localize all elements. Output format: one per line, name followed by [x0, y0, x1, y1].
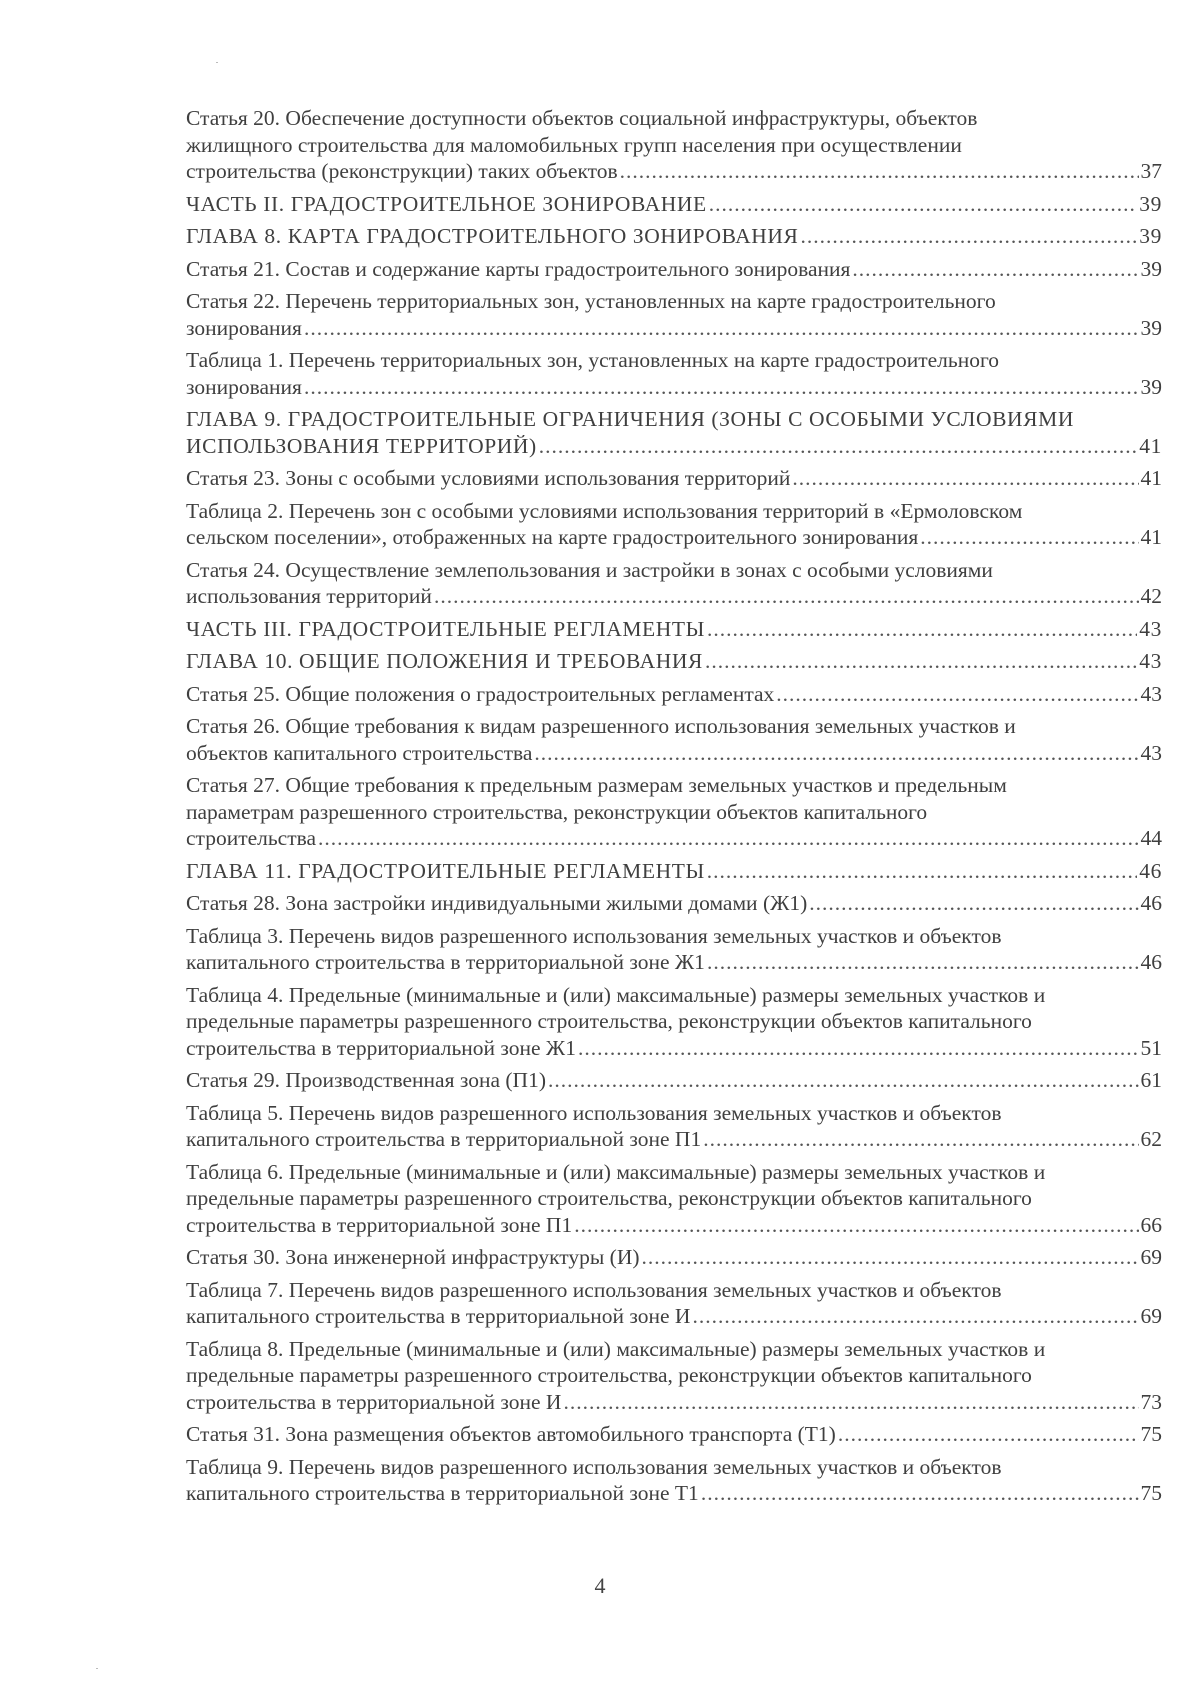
toc-page-number: 69: [1140, 1304, 1162, 1328]
toc-entry-text-line: Статья 22. Перечень территориальных зон, установленных на карте градостроительного: [186, 289, 996, 313]
toc-entry-text-line: строительства: [186, 826, 317, 850]
toc-entry[interactable]: [186, 191, 1162, 218]
toc-page-number: 75: [1140, 1481, 1162, 1505]
toc-entry-text-line: Таблица 8. Предельные (минимальные и (или) максимальные) размеры земельных участков и: [186, 1336, 1046, 1361]
toc-entry[interactable]: [186, 1100, 1162, 1153]
toc-entry-text-line: предельные параметры разрешенного строительства, реконструкции объектов капитального: [186, 1363, 1032, 1387]
dot-leader: [318, 825, 1138, 852]
toc-page-number: 39: [1140, 315, 1162, 340]
toc-page-number: 42: [1140, 584, 1162, 608]
dot-leader: [578, 1035, 1139, 1062]
toc-page-number: 39: [1140, 374, 1162, 399]
dot-leader: [852, 256, 1138, 283]
toc-entry-text-line: ГЛАВА 8. КАРТА ГРАДОСТРОИТЕЛЬНОГО ЗОНИРОВАНИЯ: [186, 224, 799, 248]
toc-entry-text-line: предельные параметры разрешенного строительства, реконструкции объектов капитального: [186, 1009, 1032, 1033]
dot-leader: [434, 583, 1139, 610]
toc-entry-last-line: [186, 223, 1162, 250]
dot-leader: [707, 616, 1137, 643]
toc-entry-last-line: [186, 616, 1162, 643]
toc-page-number: 37: [1140, 159, 1162, 183]
toc-entry[interactable]: [186, 1159, 1162, 1239]
toc-entry[interactable]: [186, 890, 1162, 917]
toc-entry-last-line: [186, 681, 1162, 708]
toc-entry-text-line: капитального строительства в территориальной зоне Ж1: [186, 950, 705, 974]
toc-page-number: 62: [1140, 1127, 1162, 1151]
toc-entry-last-line: [186, 465, 1162, 492]
dot-leader: [620, 158, 1139, 185]
toc-entry-last-line: [186, 315, 1162, 342]
toc-page-number: 51: [1140, 1035, 1162, 1060]
toc-page-number: 46: [1139, 858, 1162, 883]
dot-leader: [701, 1480, 1139, 1507]
toc-entry-last-line: [186, 583, 1162, 610]
toc-page-number: 69: [1140, 1245, 1162, 1269]
toc-entry-text-line: Таблица 1. Перечень территориальных зон, установленных на карте градостроительного: [186, 348, 999, 372]
toc-page-number: 43: [1140, 681, 1162, 706]
dot-leader: [642, 1244, 1139, 1271]
toc-entry-text-line: Статья 30. Зона инженерной инфраструктуры (И): [186, 1245, 640, 1269]
dot-leader: [707, 949, 1139, 976]
toc-entry-text-line: Статья 26. Общие требования к видам разрешенного использования земельных участков и: [186, 714, 1016, 738]
toc-entry-text-line: Статья 20. Обеспечение доступности объектов социальной инфраструктуры, объектов: [186, 106, 978, 130]
dot-leader: [703, 1126, 1138, 1153]
scan-speck: [216, 62, 218, 63]
toc-entry[interactable]: [186, 223, 1162, 250]
toc-entry-last-line: [186, 1389, 1162, 1416]
toc-page-number: 44: [1140, 826, 1162, 850]
toc-entry[interactable]: [186, 982, 1162, 1062]
toc-entry-text-line: Таблица 4. Предельные (минимальные и (или) максимальные) размеры земельных участков и: [186, 982, 1046, 1007]
toc-entry-last-line: [186, 949, 1162, 976]
toc-entry-text-line: капитального строительства в территориальной зоне П1: [186, 1127, 702, 1151]
dot-leader: [705, 648, 1137, 675]
toc-entry[interactable]: [186, 406, 1162, 459]
toc-entry[interactable]: [186, 1067, 1162, 1094]
toc-entry-text-line: сельском поселении», отображенных на карте градостроительного зонирования: [186, 525, 919, 549]
dot-leader: [920, 524, 1138, 551]
toc-entry-text-line: зонирования: [186, 315, 302, 340]
toc-entry-last-line: [186, 1244, 1162, 1271]
toc-entry-text-line: Статья 25. Общие положения о градостроительных регламентах: [186, 681, 775, 706]
toc-entry-text-line: зонирования: [186, 374, 302, 399]
toc-entry-text-line: Статья 28. Зона застройки индивидуальными жилыми домами (Ж1): [186, 891, 808, 915]
toc-entry-text-line: Таблица 9. Перечень видов разрешенного использования земельных участков и объектов: [186, 1454, 1002, 1479]
toc-entry[interactable]: [186, 256, 1162, 283]
table-of-contents: [186, 105, 1162, 1513]
toc-entry[interactable]: [186, 288, 1162, 341]
toc-entry-last-line: [186, 191, 1162, 218]
toc-entry-last-line: [186, 740, 1162, 767]
toc-entry-text-line: Таблица 3. Перечень видов разрешенного использования земельных участков и объектов: [186, 923, 1002, 948]
toc-entry-last-line: [186, 648, 1162, 675]
toc-entry[interactable]: [186, 1454, 1162, 1507]
toc-entry-last-line: [186, 256, 1162, 283]
toc-entry-last-line: [186, 374, 1162, 401]
toc-page-number: 46: [1140, 891, 1162, 915]
toc-entry-text-line: ГЛАВА 10. ОБЩИЕ ПОЛОЖЕНИЯ И ТРЕБОВАНИЯ: [186, 649, 703, 673]
toc-page-number: 66: [1140, 1212, 1162, 1237]
toc-entry[interactable]: [186, 1421, 1162, 1448]
toc-entry[interactable]: [186, 858, 1162, 885]
toc-page-number: 39: [1140, 256, 1162, 281]
dot-leader: [776, 681, 1138, 708]
toc-entry[interactable]: [186, 648, 1162, 675]
toc-entry-last-line: [186, 890, 1162, 917]
toc-entry-text-line: Статья 23. Зоны с особыми условиями использования территорий: [186, 466, 791, 490]
toc-entry-text-line: капитального строительства в территориальной зоне Т1: [186, 1481, 699, 1505]
toc-entry-text-line: ГЛАВА 11. ГРАДОСТРОИТЕЛЬНЫЕ РЕГЛАМЕНТЫ: [186, 858, 705, 883]
toc-page-number: 43: [1139, 616, 1162, 641]
toc-entry-last-line: [186, 1303, 1162, 1330]
toc-entry-text-line: строительства в территориальной зоне П1: [186, 1212, 573, 1237]
toc-page-number: 41: [1139, 433, 1162, 458]
toc-entry-last-line: [186, 433, 1162, 460]
scan-speck: [96, 1668, 98, 1669]
toc-entry-text-line: объектов капитального строительства: [186, 740, 533, 765]
toc-entry[interactable]: [186, 1336, 1162, 1416]
toc-entry[interactable]: [186, 616, 1162, 643]
toc-entry-text-line: предельные параметры разрешенного строительства, реконструкции объектов капитального: [186, 1186, 1032, 1210]
toc-entry-text-line: Таблица 2. Перечень зон с особыми условиями использования территорий в «Ермоловском: [186, 498, 1023, 523]
dot-leader: [539, 433, 1138, 460]
toc-entry-text-line: Статья 21. Состав и содержание карты градостроительного зонирования: [186, 256, 851, 281]
toc-page-number: 61: [1140, 1068, 1162, 1092]
page-number: 4: [594, 1573, 606, 1598]
toc-entry-text-line: параметрам разрешенного строительства, реконструкции объектов капитального: [186, 799, 928, 824]
toc-entry[interactable]: [186, 557, 1162, 610]
toc-entry[interactable]: [186, 713, 1162, 766]
toc-entry-text-line: Статья 31. Зона размещения объектов автомобильного транспорта (Т1): [186, 1422, 836, 1446]
toc-entry-text-line: ЧАСТЬ III. ГРАДОСТРОИТЕЛЬНЫЕ РЕГЛАМЕНТЫ: [186, 616, 705, 641]
toc-entry[interactable]: [186, 772, 1162, 852]
toc-entry-text-line: ИСПОЛЬЗОВАНИЯ ТЕРРИТОРИЙ): [186, 433, 537, 458]
toc-entry[interactable]: [186, 923, 1162, 976]
toc-page-number: 73: [1140, 1389, 1162, 1414]
dot-leader: [574, 1212, 1138, 1239]
toc-entry-last-line: [186, 1035, 1162, 1062]
dot-leader: [304, 374, 1139, 401]
toc-entry-text-line: ЧАСТЬ II. ГРАДОСТРОИТЕЛЬНОЕ ЗОНИРОВАНИЕ: [186, 191, 707, 216]
toc-entry-last-line: [186, 1126, 1162, 1153]
dot-leader: [809, 890, 1138, 917]
toc-entry-text-line: Статья 27. Общие требования к предельным размерам земельных участков и предельным: [186, 773, 1007, 797]
dot-leader: [304, 315, 1139, 342]
toc-entry-last-line: [186, 1212, 1162, 1239]
toc-entry-text-line: строительства (реконструкции) таких объектов: [186, 159, 618, 183]
toc-entry-text-line: использования территорий: [186, 584, 432, 608]
toc-entry[interactable]: [186, 1277, 1162, 1330]
dot-leader: [709, 191, 1138, 218]
dot-leader: [707, 858, 1138, 885]
toc-page-number: 43: [1140, 740, 1162, 765]
toc-entry[interactable]: [186, 347, 1162, 400]
toc-entry-text-line: капитального строительства в территориальной зоне И: [186, 1304, 691, 1328]
toc-entry-text-line: Таблица 7. Перечень видов разрешенного использования земельных участков и объектов: [186, 1277, 1002, 1302]
toc-page-number: 46: [1140, 950, 1162, 974]
toc-page-number: 39: [1139, 191, 1162, 216]
toc-entry[interactable]: [186, 498, 1162, 551]
toc-entry[interactable]: [186, 681, 1162, 708]
toc-entry-text-line: жилищного строительства для маломобильных групп населения при осуществлении: [186, 132, 962, 157]
toc-entry-text-line: Статья 29. Производственная зона (П1): [186, 1068, 546, 1092]
dot-leader: [692, 1303, 1138, 1330]
toc-entry-last-line: [186, 825, 1162, 852]
toc-entry[interactable]: [186, 105, 1162, 185]
toc-entry-last-line: [186, 524, 1162, 551]
toc-entry-text-line: строительства в территориальной зоне Ж1: [186, 1035, 576, 1060]
toc-entry-last-line: [186, 858, 1162, 885]
dot-leader: [801, 223, 1138, 250]
toc-page-number: 41: [1140, 525, 1162, 549]
toc-entry-last-line: [186, 1480, 1162, 1507]
dot-leader: [563, 1389, 1138, 1416]
toc-entry-text-line: Таблица 5. Перечень видов разрешенного использования земельных участков и объектов: [186, 1100, 1002, 1125]
toc-page-number: 39: [1139, 224, 1162, 248]
toc-entry-text-line: Статья 24. Осуществление землепользования и застройки в зонах с особыми условиями: [186, 557, 993, 582]
toc-page-number: 41: [1140, 466, 1162, 490]
dot-leader: [548, 1067, 1139, 1094]
toc-entry-text-line: Таблица 6. Предельные (минимальные и (или) максимальные) размеры земельных участков и: [186, 1159, 1046, 1184]
toc-entry-last-line: [186, 1067, 1162, 1094]
toc-page-number: 43: [1139, 649, 1162, 673]
dot-leader: [838, 1421, 1139, 1448]
toc-entry-last-line: [186, 1421, 1162, 1448]
toc-page-number: 75: [1140, 1422, 1162, 1446]
toc-entry-last-line: [186, 158, 1162, 185]
dot-leader: [792, 465, 1138, 492]
toc-entry[interactable]: [186, 465, 1162, 492]
toc-entry[interactable]: [186, 1244, 1162, 1271]
toc-entry-text-line: строительства в территориальной зоне И: [186, 1389, 562, 1414]
dot-leader: [534, 740, 1138, 767]
toc-entry-text-line: ГЛАВА 9. ГРАДОСТРОИТЕЛЬНЫЕ ОГРАНИЧЕНИЯ (ЗОНЫ С ОСОБЫМИ УСЛОВИЯМИ: [186, 407, 1074, 431]
